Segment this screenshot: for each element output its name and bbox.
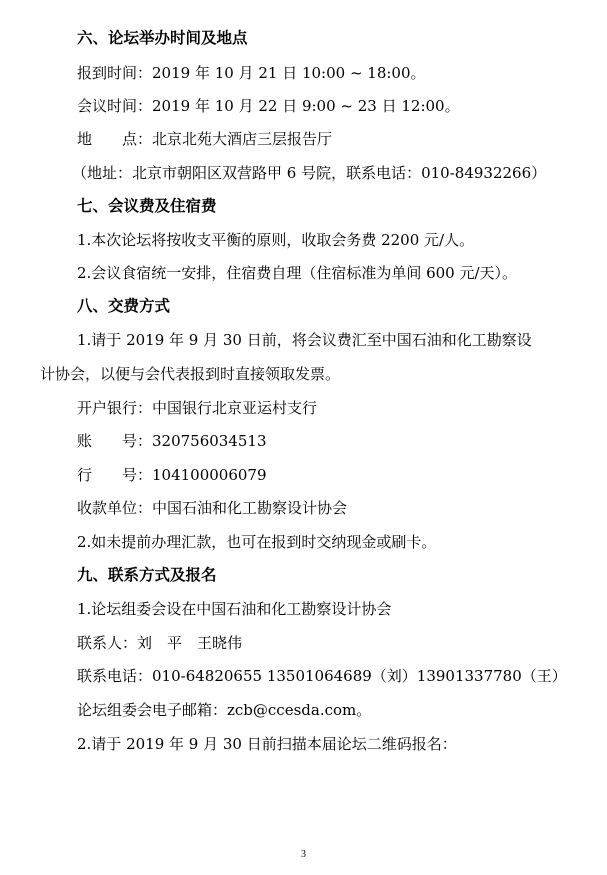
registration-note: 2.请于 2019 年 9 月 30 日前扫描本届论坛二维码报名： <box>77 735 457 753</box>
page-number: 3 <box>301 849 306 860</box>
payment-item-1-line-2: 计协会，以便与会代表报到时直接领取发票。 <box>40 365 341 383</box>
fee-item-1: 1.本次论坛将按收支平衡的原则，收取会务费 2200 元/人。 <box>77 231 475 249</box>
fee-item-2: 2.会议食宿统一安排，住宿费自理（住宿标准为单间 600 元/天）。 <box>77 264 518 282</box>
section-heading-fees: 七、会议费及住宿费 <box>77 196 217 215</box>
contact-email: 论坛组委会电子邮箱：zcb@ccesda.com。 <box>77 701 372 719</box>
contact-item-1: 1.论坛组委会设在中国石油和化工勘察设计协会 <box>77 600 392 618</box>
section-heading-payment: 八、交费方式 <box>77 296 171 315</box>
section-heading-contact: 九、联系方式及报名 <box>77 565 217 584</box>
section-heading-time-place: 六、论坛举办时间及地点 <box>77 28 248 47</box>
meeting-time: 会议时间：2019 年 10 月 22 日 9:00 ~ 23 日 12:00。 <box>77 97 460 115</box>
account-number: 账 号：320756034513 <box>77 432 267 450</box>
contact-phones: 联系电话：010-64820655 13501064689（刘）13901337780（王） <box>77 667 567 685</box>
payment-item-1-line-1: 1.请于 2019 年 9 月 30 日前，将会议费汇至中国石油和化工勘察设 <box>77 331 532 349</box>
checkin-time: 报到时间：2019 年 10 月 21 日 10:00 ~ 18:00。 <box>77 64 426 82</box>
bank-code: 行 号：104100006079 <box>77 466 267 484</box>
contact-persons: 联系人：刘 平 王晓伟 <box>77 634 243 652</box>
payee: 收款单位：中国石油和化工勘察设计协会 <box>77 499 348 517</box>
venue: 地 点：北京北苑大酒店三层报告厅 <box>77 130 333 148</box>
bank-name: 开户银行：中国银行北京亚运村支行 <box>77 399 318 417</box>
venue-address: （地址：北京市朝阳区双营路甲 6 号院，联系电话：010-84932266） <box>72 164 547 182</box>
payment-item-2: 2.如未提前办理汇款，也可在报到时交纳现金或刷卡。 <box>77 533 437 551</box>
